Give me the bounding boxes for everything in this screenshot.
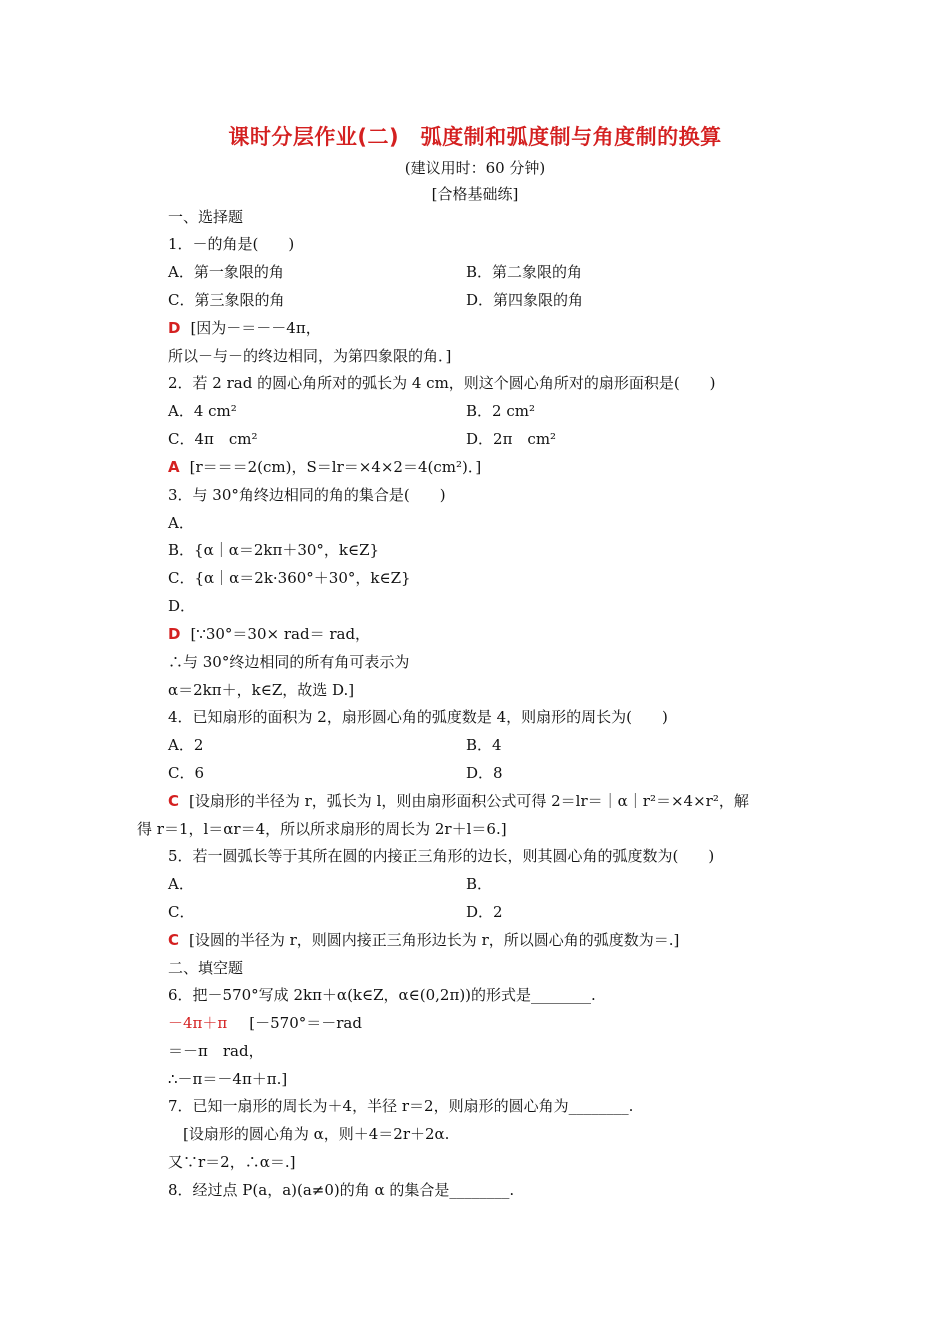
q4-stem: 4．已知扇形的面积为 2，扇形圆心角的弧度数是 4，则扇形的周长为( ) — [168, 708, 668, 726]
q1-option-c: C．第三象限的角 — [168, 291, 285, 309]
q4-solution-text: [设扇形的半径为 r，弧长为 l，则由扇形面积公式可得 2＝lr＝｜α｜r²＝×4×r²，解 — [189, 792, 749, 810]
q2-option-d: D．2π cm² — [466, 430, 557, 448]
q4-solution — [168, 791, 749, 811]
q3-option-b: B．{α｜α＝2kπ＋30°，k∈Z} — [168, 541, 380, 559]
q4-option-a: A．2 — [168, 736, 204, 754]
q3-option-a: A． — [168, 514, 194, 532]
q4-answer: C — [168, 792, 180, 810]
q7-solution: [设扇形的圆心角为 α，则＋4＝2r＋2α. — [183, 1125, 450, 1143]
q6-solution-text: [－570°＝－rad — [249, 1014, 362, 1032]
q2-stem: 2．若 2 rad 的圆心角所对的弧长为 4 cm，则这个圆心角所对的扇形面积是( ) — [168, 374, 716, 392]
level-label: [合格基础练] — [431, 185, 519, 203]
q7-stem: 7．已知一扇形的周长为＋4，半径 r＝2，则扇形的圆心角为________. — [168, 1097, 634, 1115]
q2-option-a: A．4 cm² — [168, 402, 237, 420]
q6-solution-line3: ∴－π＝－4π＋π.] — [168, 1070, 288, 1088]
q5-answer: C — [168, 931, 180, 949]
q1-stem: 1．－的角是( ) — [168, 235, 295, 253]
section-fill: 二、填空题 — [168, 959, 244, 977]
q1-option-d: D．第四象限的角 — [466, 291, 584, 309]
q3-option-d: D． — [168, 597, 196, 615]
q3-solution-line2: ∴与 30°终边相同的所有角可表示为 — [168, 653, 410, 671]
q5-stem: 5．若一圆弧长等于其所在圆的内接正三角形的边长，则其圆心角的弧度数为( ) — [168, 847, 715, 865]
q5-solution — [168, 930, 679, 950]
q2-solution-text: [r＝＝＝2(cm)，S＝lr＝×4×2＝4(cm²)．] — [189, 458, 482, 476]
q1-solution-line2: 所以－与－的终边相同，为第四象限的角．] — [168, 347, 452, 365]
q3-stem: 3．与 30°角终边相同的角的集合是( ) — [168, 486, 446, 504]
q4-solution-line2: 得 r＝1，l＝αr＝4，所以所求扇形的周长为 2r＋l＝6.] — [137, 820, 507, 838]
page-title: 课时分层作业(二) 弧度制和弧度制与角度制的换算 — [228, 125, 722, 149]
q5-option-b: B． — [466, 875, 493, 893]
q3-solution — [168, 624, 370, 644]
q3-option-c: C．{α｜α＝2k·360°＋30°，k∈Z} — [168, 569, 411, 587]
q3-answer: D — [168, 625, 181, 643]
q1-option-b: B．第二象限的角 — [466, 263, 583, 281]
q5-solution-text: [设圆的半径为 r，则圆内接正三角形边长为 r，所以圆心角的弧度数为＝.] — [189, 931, 680, 949]
q4-option-c: C．6 — [168, 764, 205, 782]
q4-option-b: B．4 — [466, 736, 502, 754]
q1-solution-text: [因为－＝－－4π， — [190, 319, 321, 337]
q6-stem: 6．把－570°写成 2kπ＋α(k∈Z，α∈(0,2π))的形式是________. — [168, 986, 596, 1004]
q1-option-a: A．第一象限的角 — [168, 263, 284, 281]
q3-solution-text: [∵30°＝30× rad＝ rad， — [190, 625, 371, 643]
q2-option-c: C．4π cm² — [168, 430, 258, 448]
q1-solution — [168, 318, 321, 338]
q4-option-d: D．8 — [466, 764, 503, 782]
time-hint: (建议用时：60 分钟) — [404, 159, 546, 177]
q2-solution — [168, 457, 481, 477]
q7-solution-line2: 又∵r＝2，∴α＝.] — [168, 1153, 296, 1171]
q2-answer: A — [168, 458, 180, 476]
q6-solution-line2: ＝－π rad， — [168, 1042, 264, 1060]
q5-option-a: A． — [168, 875, 194, 893]
q1-answer: D — [168, 319, 181, 337]
q2-option-b: B．2 cm² — [466, 402, 535, 420]
q8-stem: 8．经过点 P(a，a)(a≠0)的角 α 的集合是________. — [168, 1181, 515, 1199]
q6-answer: －4π＋π — [168, 1014, 228, 1032]
q6-solution — [168, 1013, 362, 1033]
q5-option-d: D．2 — [466, 903, 503, 921]
section-choice: 一、选择题 — [168, 208, 244, 226]
q5-option-c: C． — [168, 903, 195, 921]
q3-solution-line3: α＝2kπ＋，k∈Z，故选 D.] — [168, 681, 355, 699]
